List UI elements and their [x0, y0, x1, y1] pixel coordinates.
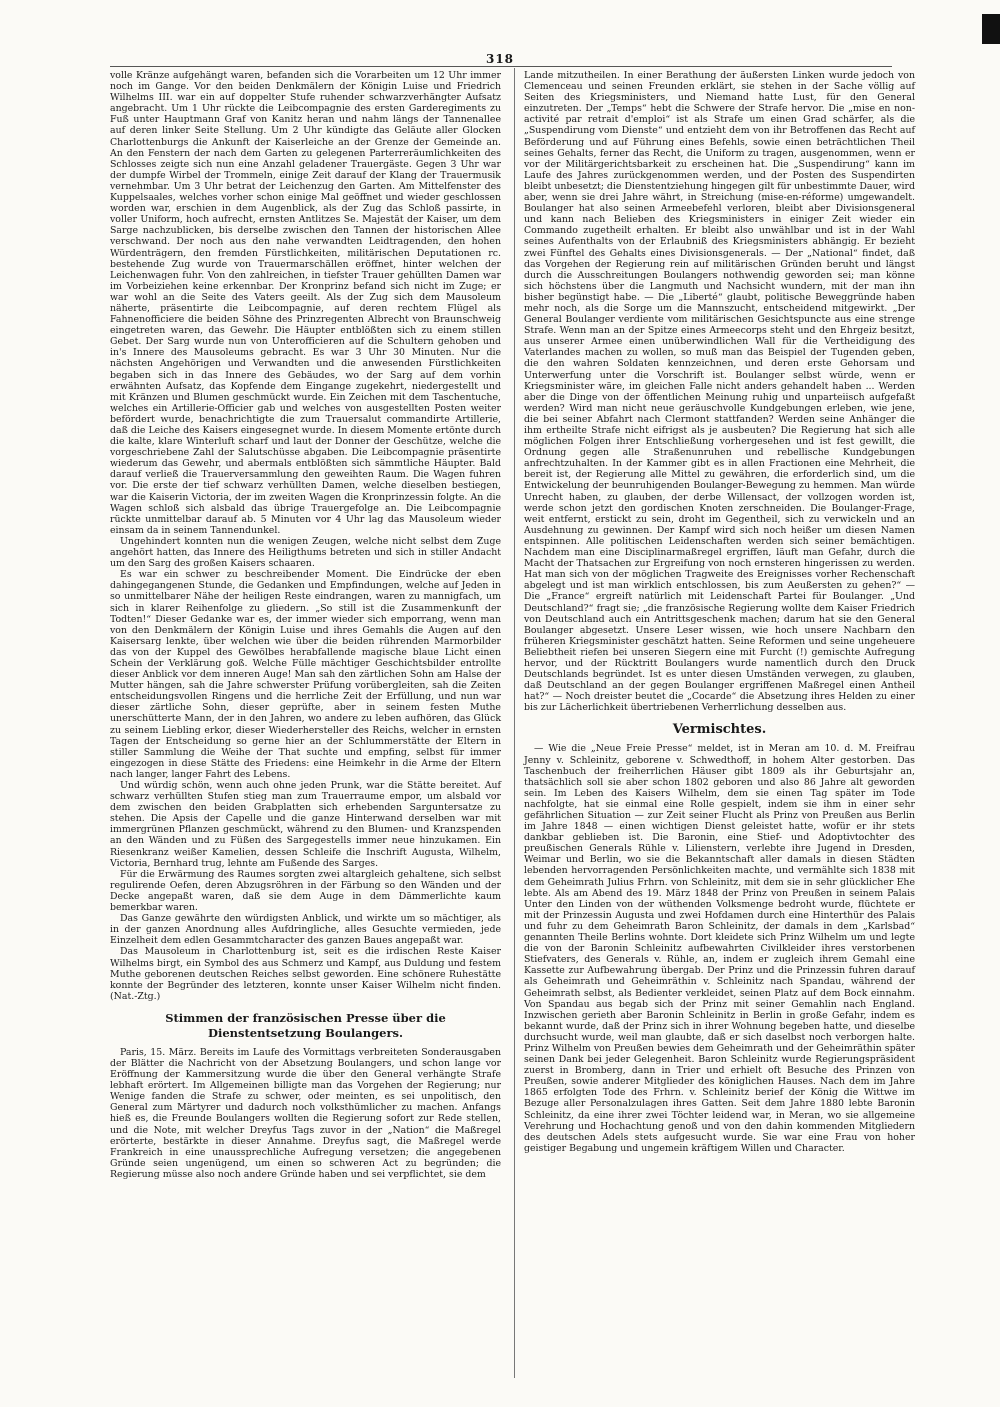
section-heading: Stimmen der französischen Presse über die Dienstentsetzung Boulangers.	[165, 1010, 446, 1040]
article-paragraph: Und würdig schön, wenn auch ohne jeden Prunk, war die Stätte bereitet. Auf schwarz verhüllten Stufen stieg man zum Trauerraume empor, um alsbald vor dem zwischen den beiden Grabplatten sich erhebenden Sarguntersatze zu stehen. Die Apsis der Capelle und die ganze Hinterwand derselben war mit immergrünen Pflanzen geschmückt, während zu den Blumen- und Kranzspenden an den Wänden und zu Füßen des Sargegestells immer neue hinzukamen. Ein Riesenkranz weißer Kamelien, dessen Schleife die Inschrift Augusta, Wilhelm, Victoria, Bernhard trug, lehnte am Fußende des Sarges.	[110, 780, 501, 869]
page-number: 318	[485, 52, 515, 66]
article-paragraph: Das Ganze gewährte den würdigsten Anblick, und wirkte um so mächtiger, als in der ganzen Anordnung alles Aufdringliche, alles Gesuchte vermieden, jede Einzelheit dem edlen Gesammtcharacter des ganzen Baues angepaßt war.	[110, 913, 501, 947]
article-paragraph: Lande mitzutheilen. In einer Berathung der äußersten Linken wurde jedoch von Clemenceau und seinen Freunden erklärt, sie stehen in der Sache völlig auf Seiten des Kriegsministers, und Niemand hatte Lust, für den General einzutreten. Der „Temps“ hebt die Schwere der Strafe hervor. Die „mise en non-activité par retrait d'emploi“ ist als Strafe um einen Grad schärfer, als die „Suspendirung vom Dienste“ und entzieht dem von ihr Betroffenen das Recht auf Beförderung und auf Führung eines Befehls, sowie einen beträchtlichen Theil seines Gehalts, ferner das Recht, die Uniform zu tragen, ausgenommen, wenn er vor der Militärgerichtsbarkeit zu erscheinen hat. Die „Suspendirung“ kann im Laufe des Jahres zurückgenommen werden, und der Posten des Suspendirten bleibt unbesetzt; die Dienstentziehung hingegen gilt für unbestimmte Dauer, wird aber, wenn sie drei Jahre währt, in Streichung (mise-en-réforme) umgewandelt. Boulanger hat also seinen Armeebefehl verloren, bleibt aber Divisionsgeneral und kann nach Belieben des Kriegsministers in einiger Zeit wieder ein Commando zugetheilt erhalten. Er bleibt also unwählbar und ist in der Wahl seines Aufenthalts von der Erlaubniß des Kriegsministers abhängig. Er bezieht zwei Fünftel des Gehalts eines Divisionsgenerals. — Der „National“ findet, daß das Vorgehen der Regierung rein auf militärischen Gründen beruht und längst durch die Ausschreitungen Boulangers nothwendig geworden sei; man könne sich höchstens über die Langmuth und Nachsicht wundern, mit der man ihn bisher begünstigt habe. — Die „Liberté“ glaubt, politische Beweggründe haben mehr noch, als die Sorge um die Mannszucht, entscheidend mitgewirkt. „Der General Boulanger verdiente vom militärischen Gesichtspuncte aus eine strenge Strafe. Wenn man an der Spitze eines Armeecorps steht und den Ehrgeiz besitzt, aus unserer Armee einen unüberwindlichen Wall für die Vertheidigung des Vaterlandes machen zu wollen, so muß man das Beispiel der Tugenden geben, die den wahren Soldaten kennzeichnen, und deren erste Gehorsam und Unterwerfung unter die Vorschrift ist. Boulanger selbst würde, wenn er Kriegsminister wäre, im gleichen Falle nicht anders gehandelt haben ... Werden aber die Dinge von der öffentlichen Meinung ruhig und unparteiisch aufgefaßt werden? Wird man nicht neue geräuschvolle Kundgebungen erleben, wie jene, die bei seiner Abfahrt nach Clermont stattfanden? Werden seine Anhänger die ihm ertheilte Strafe nicht eifrigst als je ausbeuten? Die Regierung hat sich alle möglichen Folgen ihrer Entschließung vorhergesehen und ist fest gewillt, die Ordnung gegen alle Straßenunruhen und rebellische Kundgebungen anfrechtzuhalten. In der Kammer gibt es in allen Fractionen eine Mehrheit, die bereit ist, der Regierung alle Mittel zu gewähren, die erforderlich sind, um die Entwickelung der beunruhigenden Boulanger-Bewegung zu hemmen. Man würde Unrecht haben, zu glauben, der derbe Willensact, der vollzogen worden ist, werde schon jetzt den gordischen Knoten zerschneiden. Die Boulanger-Frage, weit entfernt, erstickt zu sein, droht im Gegentheil, sich zu verwickeln und an Ausdehnung zu gewinnen. Der Kampf wird sich noch heißer um diesen Namen entspinnen. Alle politischen Leidenschaften werden sich seiner bemächtigen. Nachdem man eine Disciplinarmaßregel ergriffen, läuft man Gefahr, durch die Macht der Thatsachen zur Ergreifung von noch ernsteren hingerissen zu werden. Hat man sich von der möglichen Tragweite des Ereignisses vorher Rechenschaft abgelegt und ist man wirklich entschlossen, bis zum Aeußersten zu gehen?“ — Die „France“ ergreift natürlich mit Leidenschaft Partei für Boulanger. „Und Deutschland?“ fragt sie; „die französische Regierung wollte dem Kaiser Friedrich von Deutschland auch ein Antrittsgeschenk machen; darum hat sie den General Boulanger abgesetzt. Unsere Leser wissen, wie hoch unsere Nachbarn den früheren Kriegsminister geschätzt hatten. Seine Reformen und seine ungeheuere Beliebtheit riefen bei unseren Siegern eine mit Furcht (!) gemischte Aufregung hervor, und der Rücktritt Boulangers wurde namentlich durch den Druck Deutschlands begründet. Ist es unter diesen Umständen verwegen, zu glauben, daß Deutschland an der gegen Boulanger ergriffenen Maßregel einen Antheil hat?“ — Noch dreister beutet die „Cocarde“ die Absetzung ihres Helden zu einer bis zur Lächerlichkeit übertriebenen Verherrlichung desselben aus.	[524, 70, 915, 714]
article-paragraph: Das Mausoleum in Charlottenburg ist, seit es die irdischen Reste Kaiser Wilhelms birgt, ein Symbol des aus Schmerz und Kampf, aus Duldung und festem Muthe geborenen deutschen Reiches selbst geworden. Eine schönere Ruhestätte konnte der Begründer des letzteren, konnte unser Kaiser Wilhelm nicht finden. (Nat.-Ztg.)	[110, 946, 501, 1002]
article-paragraph: volle Kränze aufgehängt waren, befanden sich die Vorarbeiten um 12 Uhr immer noch im Gange. Vor den beiden Denkmälern der Königin Luise und Friedrich Wilhelms III. war ein auf doppelter Stufe ruhender schwarzverhängter Aufsatz angebracht. Um 1 Uhr rückte die Leibcompagnie des ersten Garderegiments zu Fuß unter Hauptmann Graf von Kanitz heran und nahm längs der Tannenallee auf deren linker Seite Stellung. Um 2 Uhr kündigte das Geläute aller Glocken Charlottenburgs die Ankunft der Kaiserleiche an der Grenze der Gemeinde an. An den Fenstern der nach dem Garten zu gelegenen Parterreräumlichkeiten des Schlosses zeigte sich nun eine Anzahl geladener Trauergäste. Gegen 3 Uhr war der dumpfe Wirbel der Trommeln, einige Zeit darauf der Klang der Trauermusik vernehmbar. Um 3 Uhr betrat der Leichenzug den Garten. Am Mittelfenster des Kuppelsaales, welches vorher schon einige Mal geöffnet und wieder geschlossen worden war, erschien in dem Augenblick, als der Zug das Schloß passirte, in voller Uniform, hoch aufrecht, ernsten Antlitzes Se. Majestät der Kaiser, um dem Sarge nachzublicken, bis derselbe zwischen den Tannen der historischen Allee verschwand. Der noch aus den nahe verwandten Leidtragenden, den hohen Würdenträgern, den fremden Fürstlichkeiten, militärischen Deputationen rc. bestehende Zug wurde von Trauermarschällen eröffnet, hinter welchen der Leichenwagen fuhr. Von den zahlreichen, in tiefster Trauer gehüllten Damen war im Vorbeiziehen keine erkennbar. Der Kronprinz befand sich nicht im Zuge; er war wohl an die Seite des Vaters geeilt. Als der Zug sich dem Mausoleum näherte, präsentirte die Leibcompagnie, auf deren rechtem Flügel als Fahnenofficiere die beiden Söhne des Prinzregenten Albrecht von Braunschweig eingetreten waren, das Gewehr. Die Häupter entblößten sich zu einem stillen Gebet. Der Sarg wurde nun von Unterofficieren auf die Schultern gehoben und in's Innere des Mausoleums gebracht. Es war 3 Uhr 30 Minuten. Nur die nächsten Angehörigen und Verwandten und die anwesenden Fürstlichkeiten begaben sich in das Innere des Gebäudes, wo der Sarg auf dem vorhin erwähnten Aufsatz, das Kopfende dem Eingange zugekehrt, niedergestellt und mit Kränzen und Blumen geschmückt wurde. Ein Zeichen mit dem Taschentuche, welches ein Artillerie-Officier gab und welches von ausgestellten Posten weiter befördert wurde, benachrichtigte die zum Trauersalut commandirte Artillerie, daß die Leiche des Kaisers eingesegnet wurde. In diesem Momente ertönte durch die kalte, klare Winterluft scharf und laut der Donner der Geschütze, welche die vorgeschriebene Zahl der Salutschüsse abgaben. Die Leibcompagnie präsentirte wiederum das Gewehr, und abermals entblößten sich sämmtliche Häupter. Bald darauf verließ die Trauerversammlung den geweihten Raum. Die Wagen fuhren vor. Die erste der tief schwarz verhüllten Damen, welche dieselben bestiegen, war die Kaiserin Victoria, der im zweiten Wagen die Kronprinzessin folgte. An die Wagen schloß sich alsbald das übrige Trauergefolge an. Die Leibcompagnie rückte unmittelbar darauf ab. 5 Minuten vor 4 Uhr lag das Mausoleum wieder einsam da in seinem Tannendunkel.	[110, 70, 501, 536]
page-corner-mark	[982, 14, 1000, 44]
article-paragraph: Paris, 15. März. Bereits im Laufe des Vormittags verbreiteten Sonderausgaben der Blätter die Nachricht von der Absetzung Boulangers, und schon lange vor Eröffnung der Kammersitzung wurde die über den General verhängte Strafe lebhaft erörtert. Im Allgemeinen billigte man das Vorgehen der Regierung; nur Wenige fanden die Strafe zu schwer, oder meinten, es sei unpolitisch, den General zum Märtyrer und dadurch noch volksthümlicher zu machen. Anfangs hieß es, die Freunde Boulangers wollten die Regierung sofort zur Rede stellen, und die Note, mit welcher Dreyfus Tags zuvor in der „Nation“ die Maßregel erörterte, bestärkte in dieser Annahme. Dreyfus sagt, die Maßregel werde Frankreich in eine unaussprechliche Aufregung versetzen; die angegebenen Gründe seien ungenügend, um einen so schweren Act zu begründen; die Regierung müsse also noch andere Gründe haben und sei verpflichtet, sie dem	[110, 1046, 501, 1180]
article-paragraph: Es war ein schwer zu beschreibender Moment. Die Eindrücke der eben dahingegangenen Stunde, die Gedanken und Empfindungen, welche auf Jeden in so unmittelbarer Nähe der heiligen Reste eindrangen, waren zu mannigfach, um sich in klarer Reihenfolge zu gliedern. „So still ist die Zusammenkunft der Todten!“ Dieser Gedanke war es, der immer wieder sich emporrang, wenn man von den Denkmälern der Königin Luise und ihres Gemahls die Augen auf den Kaisersarg lenkte, über welchen wie über die beiden rührenden Marmorbilder das von der Kuppel des Gewölbes herabfallende magische blaue Licht einen Schein der Verklärung goß. Welche Fülle mächtiger Geschichtsbilder entrollte dieser Anblick vor dem inneren Auge! Man sah den zärtlichen Sohn am Halse der Mutter hängen, sah die Jahre schwerster Prüfung vorübergleiten, sah die Zeiten entscheidungsvollen Ringens und die herrliche Zeit der Erfüllung, und nun war dieser zärtliche Sohn, dieser geprüfte, aber in seinem festen Muthe unerschütterte Mann, der in den Jahren, wo andere zu leben aufhören, das Glück zu seinem Liebling erkor, dieser Wiederhersteller des Reichs, welcher in ernsten Tagen der Entscheidung so gerne hier an der Schlummerstätte der Eltern in stiller Sammlung die Weihe der That suchte und empfing, selbst für immer eingezogen in diese Stätte des Friedens: eine Heimkehr in die Arme der Eltern nach langer, langer Fahrt des Lebens.	[110, 569, 501, 780]
left-column	[110, 70, 501, 1180]
header-rule	[110, 66, 892, 67]
column-divider	[514, 68, 515, 1378]
article-paragraph: Ungehindert konnten nun die wenigen Zeugen, welche nicht selbst dem Zuge angehört hatten, das Innere des Heiligthums betreten und sich in stiller Andacht um den Sarg des großen Kaisers schaaren.	[110, 535, 501, 570]
article-paragraph: — Wie die „Neue Freie Presse“ meldet, ist in Meran am 10. d. M. Freifrau Jenny v. Schleinitz, geborene v. Schwedthoff, in hohem Alter gestorben. Das Taschenbuch der freiherrlichen Häuser gibt 1809 als ihr Geburtsjahr an, thatsächlich soll sie aber schon 1802 geboren und also 86 Jahre alt geworden sein. Im Leben des Kaisers Wilhelm, dem sie einen Tag später im Tode nachfolgte, hat sie einmal eine Rolle gespielt, indem sie ihm in einer sehr gefährlichen Situation — zur Zeit seiner Flucht als Prinz von Preußen aus Berlin im Jahre 1848 — einen wichtigen Dienst geleistet hatte, wofür er ihr stets dankbar geblieben ist. Die Baronin, eine Stief- und Adoptivtochter des preußischen Generals Rühle v. Lilienstern, verlebte ihre Jugend in Dresden, Weimar und Berlin, wo sie die Bekanntschaft aller damals in diesen Städten lebenden hervorragenden Persönlichkeiten machte, und vermählte sich 1838 mit dem Geheimrath Julius Frhrn. von Schleinitz, mit dem sie in sehr glücklicher Ehe lebte. Als am Abend des 19. März 1848 der Prinz von Preußen in seinem Palais Unter den Linden von der wüthenden Volksmenge bedroht wurde, flüchtete er mit der Prinzessin Augusta und zwei Hofdamen durch eine Hinterthür des Palais und fuhr zu dem Geheimrath Baron Schleinitz, der damals in dem „Karlsbad“ genannten Theile Berlins wohnte. Dort kleidete sich Prinz Wilhelm um und legte die von der Baronin Schleinitz aufbewahrten Civilkleider ihres verstorbenen Stiefvaters, des Generals v. Rühle, an, indem er zugleich ihrem Gemahl eine Kassette zur Aufbewahrung übergab. Der Prinz und die Prinzessin fuhren darauf als Geheimrath und Geheimräthin v. Schleinitz nach Spandau, während der Geheimrath selbst, als Bedienter verkleidet, seinen Platz auf dem Bock einnahm. Von Spandau aus begab sich der Prinz mit seiner Gemahlin nach England. Inzwischen gerieth aber Baronin Schleinitz in Berlin in große Gefahr, indem es bekannt wurde, daß der Prinz sich in ihrer Wohnung begeben hatte, und dieselbe durchsucht wurde, weil man glaubte, daß er sich daselbst noch verborgen halte. Prinz Wilhelm von Preußen bewies dem Geheimrath und der Geheimräthin später seinen Dank bei jeder Gelegenheit. Baron Schleinitz wurde Regierungspräsident zuerst in Bromberg, dann in Trier und erhielt oft Besuche des Prinzen von Preußen, sowie anderer Mitglieder des königlichen Hauses. Nach dem im Jahre 1865 erfolgten Tode des Frhrn. v. Schleinitz berief der König die Wittwe im Bezuge aller Personalzulagen ihres Gatten. Seit dem Jahre 1880 lebte Baronin Schleinitz, da eine ihrer zwei Töchter leidend war, in Meran, wo sie allgemeine Verehrung und Hochachtung genoß und von den dahin kommenden Mitgliedern des deutschen Adels stets aufgesucht wurde. Sie war eine Frau von hoher geistiger Begabung und ungemein kräftigem Willen und Character.	[524, 743, 915, 1154]
section-heading: Vermischtes.	[672, 722, 767, 738]
right-column	[524, 70, 915, 1154]
article-paragraph: Für die Erwärmung des Raumes sorgten zwei altargleich gehaltene, sich selbst regulirende Oefen, deren Abzugsröhren in der Färbung so den Wänden und der Decke angepaßt waren, daß sie dem Auge in dem Dämmerlichte kaum bemerkbar waren.	[110, 868, 501, 914]
